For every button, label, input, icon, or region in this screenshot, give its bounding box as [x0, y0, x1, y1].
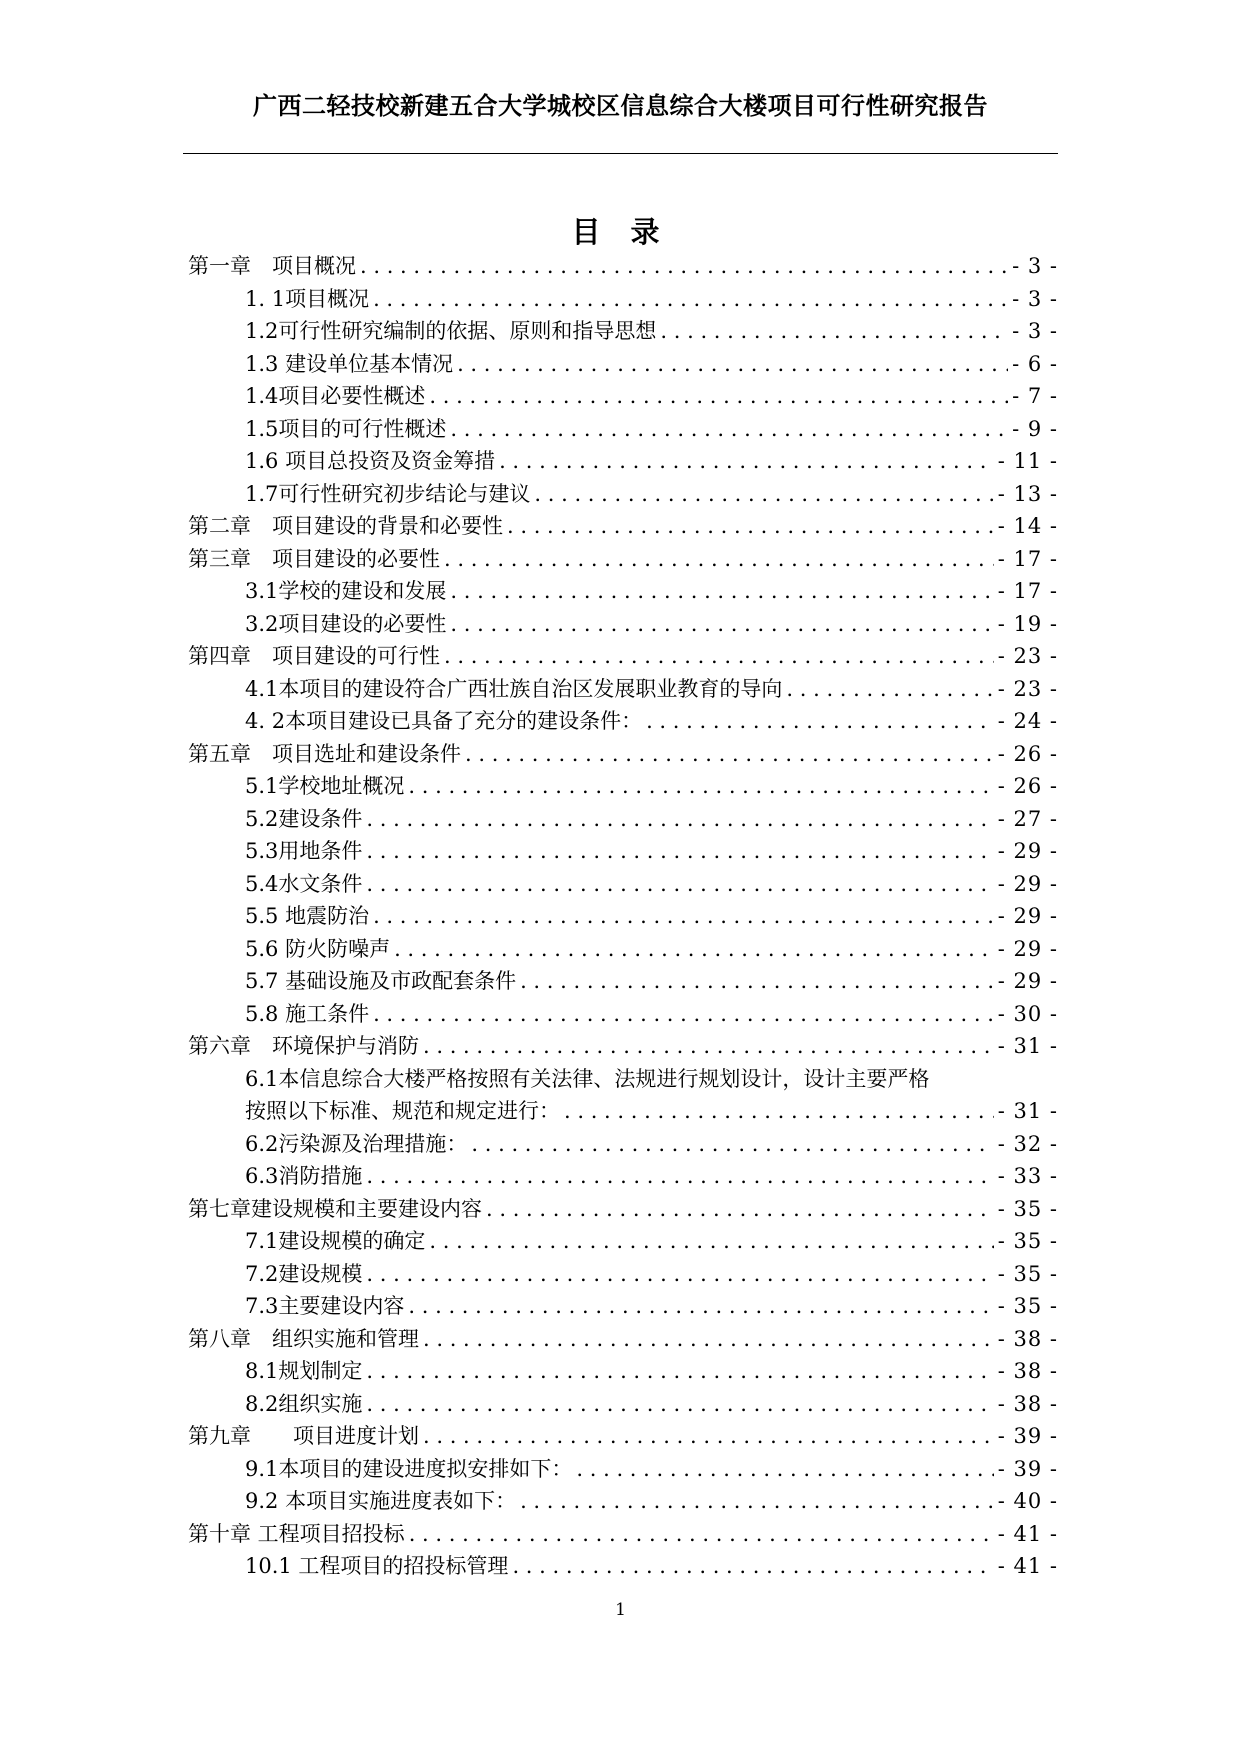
toc-entry-label: 第一章 项目概况: [188, 254, 356, 278]
toc-dot-leader: [450, 608, 993, 641]
toc-page-number: - 41 -: [997, 1554, 1058, 1578]
toc-page-number: - 17 -: [997, 579, 1058, 603]
toc-page-number: - 27 -: [997, 806, 1058, 831]
toc-entry-label: 1.3 建设单位基本情况: [245, 351, 454, 376]
toc-dot-leader: [408, 1290, 993, 1323]
toc-chapter-entry[interactable]: [188, 1193, 1058, 1226]
toc-entry-label: 5.5 地震防治: [245, 904, 370, 928]
toc-entry-label: 9.2 本项目实施进度表如下：: [245, 1489, 517, 1513]
toc-entry-label: 第三章 项目建设的必要性: [188, 546, 440, 571]
toc-dot-leader: [423, 1420, 994, 1453]
toc-page-number: - 29 -: [997, 969, 1058, 993]
header-divider: [183, 153, 1058, 154]
toc-heading-text: 目 录: [571, 215, 670, 249]
toc-dot-leader: [429, 1225, 993, 1258]
toc-dot-leader: [465, 738, 994, 771]
toc-entry-label: 6.2污染源及治理措施：: [245, 1131, 468, 1156]
toc-dot-leader: [512, 1550, 993, 1583]
toc-section-entry[interactable]: [188, 1550, 1058, 1583]
toc-page-number: - 6 -: [1012, 351, 1058, 376]
toc-page-number: - 39 -: [997, 1424, 1058, 1448]
toc-section-entry[interactable]: [188, 1225, 1058, 1258]
toc-section-entry[interactable]: [188, 380, 1058, 413]
toc-entry-label: 5.7 基础设施及市政配套条件: [245, 969, 517, 993]
toc-page-number: - 32 -: [997, 1131, 1058, 1156]
toc-dot-leader: [360, 250, 1008, 283]
toc-entry-label: 第九章 项目进度计划: [188, 1424, 419, 1448]
toc-page-number: - 24 -: [997, 709, 1058, 733]
toc-section-entry[interactable]: [188, 1290, 1058, 1323]
toc-dot-leader: [429, 380, 1008, 413]
toc-page-number: - 31 -: [997, 1099, 1058, 1123]
toc-dot-leader: [450, 413, 1008, 446]
toc-section-entry[interactable]: [188, 1095, 1058, 1128]
toc-page-number: - 17 -: [997, 546, 1058, 571]
toc-chapter-entry[interactable]: [188, 640, 1058, 673]
toc-section-entry[interactable]: [188, 803, 1058, 836]
toc-page-number: - 26 -: [997, 741, 1058, 766]
toc-page-number: - 39 -: [997, 1456, 1058, 1481]
toc-page-number: - 35 -: [997, 1294, 1058, 1318]
toc-dot-leader: [499, 445, 994, 478]
toc-section-entry[interactable]: [188, 868, 1058, 901]
toc-dot-leader: [444, 640, 994, 673]
toc-section-entry[interactable]: [188, 315, 1058, 348]
toc-section-entry[interactable]: [188, 478, 1058, 511]
toc-section-entry[interactable]: [188, 965, 1058, 998]
toc-page-number: - 9 -: [1012, 416, 1058, 441]
toc-page-number: - 40 -: [997, 1489, 1058, 1513]
toc-section-entry[interactable]: [188, 770, 1058, 803]
document-header-title: 广西二轻技校新建五合大学城校区信息综合大楼项目可行性研究报告: [253, 92, 988, 120]
toc-entry-label: 1.4项目必要性概述: [245, 384, 426, 408]
toc-dot-leader: [373, 283, 1008, 316]
toc-dot-leader: [450, 575, 993, 608]
toc-section-entry[interactable]: [188, 1453, 1058, 1486]
toc-dot-leader: [507, 510, 994, 543]
toc-page-number: - 23 -: [997, 644, 1058, 668]
toc-chapter-entry[interactable]: [188, 510, 1058, 543]
toc-page-number: - 13 -: [997, 481, 1058, 506]
toc-dot-leader: [366, 1388, 993, 1421]
toc-entry-label: 7.1建设规模的确定: [245, 1229, 426, 1253]
toc-entry-label: 5.1学校地址概况: [245, 774, 405, 798]
toc-entry-label: 6.3消防措施: [245, 1164, 363, 1188]
toc-entry-label: 4. 2本项目建设已具备了充分的建设条件：: [245, 709, 643, 733]
toc-entry-label: 1.7可行性研究初步结论与建议: [245, 481, 531, 506]
toc-section-entry[interactable]: [188, 1063, 1058, 1096]
toc-page-number: - 29 -: [997, 839, 1058, 863]
toc-dot-leader: [408, 770, 993, 803]
toc-entry-label: 5.3用地条件: [245, 839, 363, 863]
toc-entry-label: 3.2项目建设的必要性: [245, 611, 447, 636]
toc-dot-leader: [409, 1518, 994, 1551]
toc-entry-label: 5.6 防火防噪声: [245, 936, 391, 961]
toc-dot-leader: [444, 543, 994, 576]
toc-dot-leader: [576, 1453, 993, 1486]
toc-dot-leader: [786, 673, 993, 706]
toc-page-number: - 31 -: [997, 1034, 1058, 1058]
toc-chapter-entry[interactable]: [188, 543, 1058, 576]
toc-section-entry[interactable]: [188, 1355, 1058, 1388]
toc-dot-leader: [366, 1258, 993, 1291]
toc-page-number: - 35 -: [997, 1229, 1058, 1253]
toc-section-entry[interactable]: [188, 705, 1058, 738]
toc-entry-label: 1.5项目的可行性概述: [245, 416, 447, 441]
toc-heading: [0, 210, 1241, 251]
toc-entry-label: 9.1本项目的建设进度拟安排如下：: [245, 1456, 573, 1481]
toc-dot-leader: [366, 803, 993, 836]
toc-dot-leader: [564, 1095, 994, 1128]
toc-entry-label: 8.1规划制定: [245, 1359, 363, 1383]
toc-section-entry[interactable]: [188, 835, 1058, 868]
toc-dot-leader: [373, 998, 994, 1031]
toc-entry-label: 6.1本信息综合大楼严格按照有关法律、法规进行规划设计，设计主要严格: [245, 1066, 930, 1091]
page-number: 1: [615, 1600, 626, 1620]
toc-entry-label: 第十章 工程项目招投标: [188, 1521, 405, 1546]
toc-dot-leader: [520, 1485, 994, 1518]
toc-entry-label: 1. 1项目概况: [245, 286, 370, 311]
toc-entry-label: 5.2建设条件: [245, 806, 363, 831]
toc-entry-label: 1.2可行性研究编制的依据、原则和指导思想: [245, 319, 657, 343]
toc-chapter-entry[interactable]: [188, 1420, 1058, 1453]
toc-page-number: - 14 -: [997, 514, 1058, 538]
toc-page-number: - 29 -: [997, 871, 1058, 896]
toc-page-number: - 26 -: [997, 774, 1058, 798]
toc-dot-leader: [373, 900, 994, 933]
toc-dot-leader: [366, 1160, 993, 1193]
toc-chapter-entry[interactable]: [188, 1030, 1058, 1063]
toc-entry-label: 5.8 施工条件: [245, 1001, 370, 1026]
toc-entry-label: 8.2组织实施: [245, 1391, 363, 1416]
toc-entry-label: 7.3主要建设内容: [245, 1294, 405, 1318]
toc-section-entry[interactable]: [188, 608, 1058, 641]
toc-entry-label: 第七章建设规模和主要建设内容: [188, 1196, 482, 1221]
toc-entry-label: 第八章 组织实施和管理: [188, 1326, 419, 1351]
toc-dot-leader: [534, 478, 993, 511]
toc-chapter-entry[interactable]: [188, 1323, 1058, 1356]
toc-page-number: - 38 -: [997, 1326, 1058, 1351]
toc-chapter-entry[interactable]: [188, 250, 1058, 283]
toc-dot-leader: [486, 1193, 994, 1226]
toc-section-entry[interactable]: [188, 283, 1058, 316]
toc-dot-leader: [366, 868, 993, 901]
toc-chapter-entry[interactable]: [188, 738, 1058, 771]
toc-entry-label: 5.4水文条件: [245, 871, 363, 896]
toc-entry-label: 第二章 项目建设的背景和必要性: [188, 514, 503, 538]
toc-dot-leader: [646, 705, 994, 738]
toc-entry-label: 3.1学校的建设和发展: [245, 579, 447, 603]
toc-dot-leader: [520, 965, 994, 998]
toc-section-entry[interactable]: [188, 575, 1058, 608]
toc-dot-leader: [471, 1128, 993, 1161]
toc-entry-label: 第五章 项目选址和建设条件: [188, 741, 461, 766]
toc-section-entry[interactable]: [188, 933, 1058, 966]
toc-page-number: - 3 -: [1012, 286, 1058, 311]
toc-dot-leader: [423, 1323, 994, 1356]
toc-page-number: - 38 -: [997, 1391, 1058, 1416]
toc-dot-leader: [366, 1355, 993, 1388]
table-of-contents: [188, 250, 1058, 1583]
toc-section-entry[interactable]: [188, 998, 1058, 1031]
toc-entry-label: 10.1 工程项目的招投标管理: [245, 1554, 509, 1578]
toc-page-number: - 30 -: [997, 1001, 1058, 1026]
toc-entry-label: 第四章 项目建设的可行性: [188, 644, 440, 668]
toc-section-entry[interactable]: [188, 1485, 1058, 1518]
toc-entry-label: 7.2建设规模: [245, 1261, 363, 1286]
toc-page-number: - 33 -: [997, 1164, 1058, 1188]
toc-page-number: - 38 -: [997, 1359, 1058, 1383]
toc-section-entry[interactable]: [188, 1128, 1058, 1161]
toc-page-number: - 23 -: [997, 676, 1058, 701]
toc-section-entry[interactable]: [188, 1258, 1058, 1291]
toc-entry-label: 第六章 环境保护与消防: [188, 1034, 419, 1058]
toc-page-number: - 35 -: [997, 1196, 1058, 1221]
toc-page-number: - 3 -: [1012, 319, 1058, 343]
toc-section-entry[interactable]: [188, 445, 1058, 478]
toc-section-entry[interactable]: [188, 1160, 1058, 1193]
toc-page-number: - 35 -: [997, 1261, 1058, 1286]
toc-section-entry[interactable]: [188, 673, 1058, 706]
toc-dot-leader: [394, 933, 994, 966]
toc-dot-leader: [366, 835, 993, 868]
toc-page-number: - 29 -: [997, 936, 1058, 961]
toc-page-number: - 19 -: [997, 611, 1058, 636]
toc-chapter-entry[interactable]: [188, 1518, 1058, 1551]
toc-page-number: - 7 -: [1012, 384, 1058, 408]
toc-dot-leader: [457, 348, 1008, 381]
toc-entry-label: 1.6 项目总投资及资金筹措: [245, 449, 496, 473]
toc-page-number: - 3 -: [1012, 254, 1058, 278]
toc-section-entry[interactable]: [188, 348, 1058, 381]
toc-section-entry[interactable]: [188, 413, 1058, 446]
toc-section-entry[interactable]: [188, 900, 1058, 933]
toc-entry-label: 按照以下标准、规范和规定进行：: [245, 1099, 560, 1123]
toc-dot-leader: [660, 315, 1008, 348]
toc-section-entry[interactable]: [188, 1388, 1058, 1421]
toc-dot-leader: [423, 1030, 994, 1063]
toc-entry-label: 4.1本项目的建设符合广西壮族自治区发展职业教育的导向: [245, 676, 783, 701]
toc-page-number: - 11 -: [997, 449, 1058, 473]
toc-page-number: - 29 -: [997, 904, 1058, 928]
toc-page-number: - 41 -: [997, 1521, 1058, 1546]
